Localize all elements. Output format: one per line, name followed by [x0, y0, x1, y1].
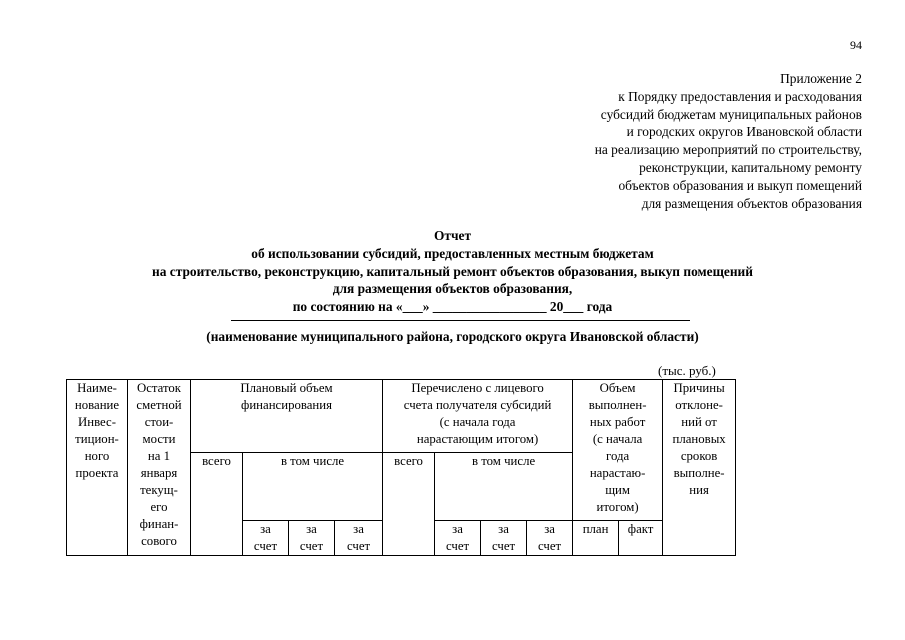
planned-including: в том числе: [243, 453, 383, 521]
appendix-line: к Порядку предоставления и расходования: [618, 88, 862, 104]
header-estimate-balance: Остаток сметной стои- мости на 1 января текущ- его финан- сового: [128, 380, 191, 556]
appendix-line: субсидий бюджетам муниципальных районов: [600, 106, 862, 122]
appendix-header: [462, 70, 862, 212]
planned-source-1: за счет: [243, 521, 289, 556]
transferred-source-2: за счет: [481, 521, 527, 556]
appendix-line: для размещения объектов образования: [641, 195, 862, 211]
header-planned-financing: Плановый объем финансирования: [191, 380, 383, 453]
report-table: [66, 379, 736, 556]
header-work-volume: Объем выполнен- ных работ (с начала года нарастаю- щим итогом): [573, 380, 663, 521]
planned-total: всего: [191, 453, 243, 556]
municipality-blank-line: [231, 307, 690, 321]
header-transferred: Перечислено с лицевого счета получателя субсидий (с начала года нарастающим итогом): [383, 380, 573, 453]
municipality-caption: (наименование муниципального района, городского округа Ивановской области): [206, 329, 699, 344]
appendix-line: реконструкции, капитальному ремонту: [639, 159, 862, 175]
appendix-line: на реализацию мероприятий по строительству,: [594, 142, 862, 158]
volume-fact: факт: [619, 521, 663, 556]
appendix-line: Приложение 2: [780, 71, 862, 86]
page-number: 94: [850, 38, 862, 52]
planned-source-2: за счет: [289, 521, 335, 556]
planned-source-3: за счет: [335, 521, 383, 556]
title-line: Отчет: [433, 228, 472, 243]
transferred-source-3: за счет: [527, 521, 573, 556]
appendix-line: и городских округов Ивановской области: [626, 124, 862, 140]
transferred-source-1: за счет: [435, 521, 481, 556]
report-title: [0, 227, 905, 316]
transferred-including: в том числе: [435, 453, 573, 521]
unit-label: (тыс. руб.): [658, 363, 716, 378]
title-line: по состоянию на «___» _________________ 20___ года: [292, 299, 613, 315]
title-line: на строительство, реконструкцию, капитальный ремонт объектов образования, выкуп помещений: [152, 263, 753, 279]
transferred-total: всего: [383, 453, 435, 556]
header-deviation-reasons: Причины отклоне- ний от плановых сроков выполне- ния: [663, 380, 736, 556]
title-line: для размещения объектов образования,: [332, 281, 573, 297]
title-line: об использовании субсидий, предоставленных местным бюджетам: [251, 245, 654, 261]
appendix-line: объектов образования и выкуп помещений: [618, 177, 862, 193]
volume-plan: план: [573, 521, 619, 556]
header-project-name: Наиме- нование Инвес- тицион- ного проекта: [67, 380, 128, 556]
